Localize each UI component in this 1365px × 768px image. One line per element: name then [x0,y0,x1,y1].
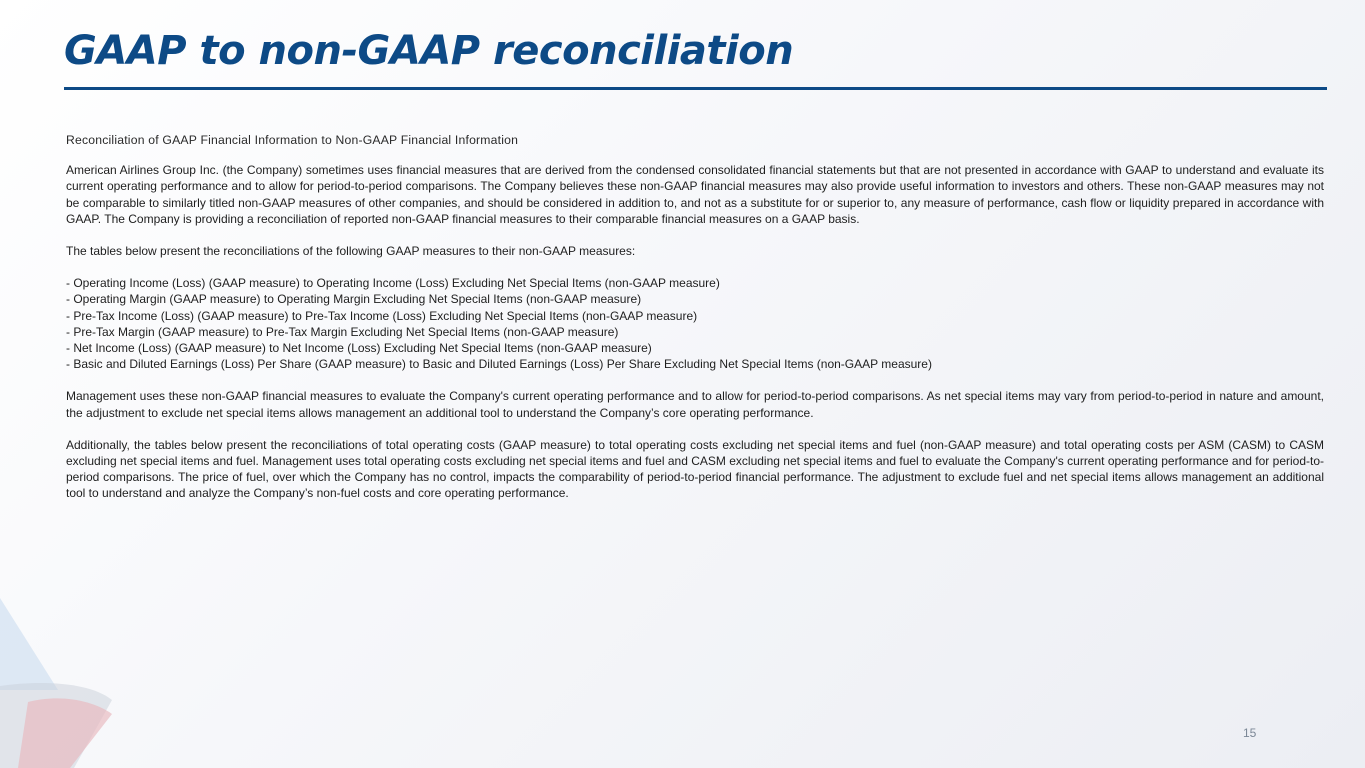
slide-body [66,132,1324,518]
title-divider [64,87,1327,90]
intro-paragraph: American Airlines Group Inc. (the Company) sometimes uses financial measures that are derived from the condensed consolidated financial statements but that are not presented in accordance with GAAP to understand and evaluate its current operating performance and to allow for period-to-period comparisons. The Company believes these non-GAAP financial measures may also provide useful information to investors and others. These non-GAAP measures may not be comparable to similarly titled non-GAAP measures of other companies, and should be considered in addition to, and not as a substitute for or superior to, any measure of performance, cash flow or liquidity prepared in accordance with GAAP. The Company is providing a reconciliation of reported non-GAAP financial measures to their comparable financial measures on a GAAP basis. [66,163,1324,226]
list-item: - Operating Margin (GAAP measure) to Operating Margin Excluding Net Special Items (non-GAAP measure) [66,292,642,307]
flight-symbol-logo-fragment-icon [0,590,130,768]
list-item: - Operating Income (Loss) (GAAP measure) to Operating Income (Loss) Excluding Net Special Items (non-GAAP measure) [66,276,720,291]
management-paragraph: Management uses these non-GAAP financial measures to evaluate the Company's current operating performance and to allow for period-to-period comparisons. As net special items may vary from period-to-period in nature and amount, the adjustment to exclude net special items allows management an additional tool to understand the Company’s core operating performance. [66,389,1324,420]
page-number: 15 [1243,726,1257,740]
additionally-paragraph: Additionally, the tables below present the reconciliations of total operating costs (GAAP measure) to total operating costs excluding net special items and fuel (non-GAAP measure) and total operating costs per ASM (CASM) to CASM excluding net special items and fuel. Management uses total operating costs excluding net special items and fuel and CASM excluding net special items and fuel to evaluate the Company's current operating performance and for period-to-period comparisons. The price of fuel, over which the Company has no control, impacts the comparability of period-to-period financial performance. The adjustment to exclude fuel and net special items allows management an additional tool to understand and analyze the Company’s non-fuel costs and core operating performance. [66,437,1324,501]
list-item: - Pre-Tax Margin (GAAP measure) to Pre-Tax Margin Excluding Net Special Items (non-GAAP measure) [66,324,619,339]
measures-list [66,275,1324,372]
list-item: - Pre-Tax Income (Loss) (GAAP measure) to Pre-Tax Income (Loss) Excluding Net Special Items (non-GAAP measure) [66,308,698,323]
tables-intro-paragraph: The tables below present the reconciliations of the following GAAP measures to their non-GAAP measures: [66,244,636,259]
list-item: - Basic and Diluted Earnings (Loss) Per Share (GAAP measure) to Basic and Diluted Earnings (Loss) Per Share Excluding Net Special Items (non-GAAP measure) [66,357,932,372]
slide-title: GAAP to non-GAAP reconciliation [64,28,794,74]
section-heading: Reconciliation of GAAP Financial Information to Non-GAAP Financial Information [66,133,519,147]
list-item: - Net Income (Loss) (GAAP measure) to Net Income (Loss) Excluding Net Special Items (non-GAAP measure) [66,341,652,356]
